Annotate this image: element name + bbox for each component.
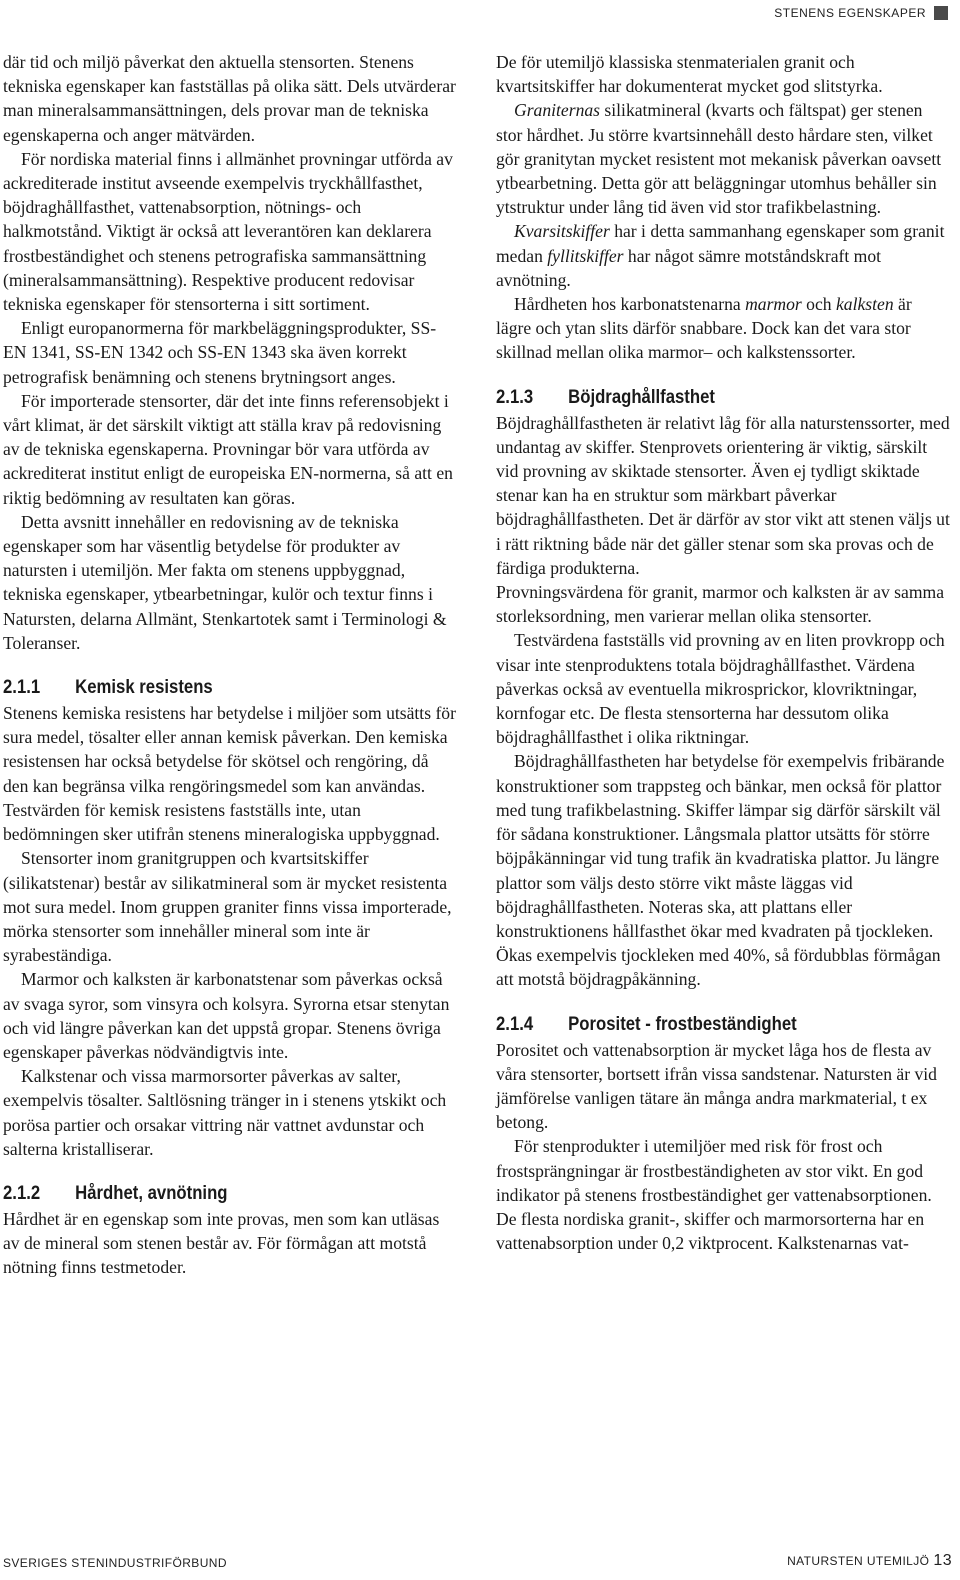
paragraph: [496, 98, 951, 219]
running-header: [774, 6, 948, 20]
paragraph: Böjdraghållfastheten är relativt låg för alla naturstenssorter, med undantag av skiffer. Stenprovets orientering är viktig, särskilt vid provning av skiktade stensorter. Även ej tydligt skiktade stenar kan ha en struktur som märkbart påverkar böjdraghållfastheten. Det är därför av stor vikt att stenen väljs ut i rätt riktning både när det gäller stenar som ska provas och de färdiga produkterna.: [496, 412, 950, 578]
right-column: [496, 50, 951, 1255]
paragraph: Detta avsnitt innehåller en redovisning av de tekniska egenskaper som har väsentlig betydelse för produkter av natursten i utemiljön. Mer fakta om stenens uppbyggnad, tekniska egenskaper, ytbearbetningar, kulör och textur finns i Natursten, delarna Allmänt, Stenkartotek samt i Terminologi & Toleranser.: [3, 511, 447, 653]
paragraph: Stensorter inom granitgruppen och kvartsitskiffer (silikatstenar) består av silikatmineral som är mycket resistenta mot sura medel. Inom gruppen graniter finns vissa importerade, mörka stensorter som innehåller mineral som inte är syrabeständiga.: [3, 848, 452, 966]
paragraph: Marmor och kalksten är karbonatstenar som påverkas också av svaga syror, som vinsyra och kolsyra. Syrorna etsar stenytan och vid längre påverkan kan det uppstå gropar. Stenens övriga egenskaper påverkas nödvändigtvis inte.: [3, 969, 450, 1062]
paragraph: Böjdraghållfastheten har betydelse för exempelvis fribärande konstruktioner som trappsteg och bänkar, men också för plattor med tung trafikbelastning. Skiffer lämpar sig därför särskilt väl för sådana konstruktioner. Långsmala plattor utsätts för större böjpåkänningar vid tung trafik än kvadratiska plattor. Ju längre plattor som väljs desto större vikt måste läggas vid böjdraghållfastheten. Noteras ska, att plattans eller konstruktionens hållfasthet ökar med kvadraten på tjockleken. Ökas exempelvis tjockleken med 40%, så fördubblas förmågan att motstå böjdragpåkänning.: [496, 751, 945, 990]
section-number: 2.1.3: [496, 386, 534, 408]
footer-publisher: SVERIGES STENINDUSTRIFÖRBUND: [3, 1556, 227, 1570]
paragraph: För importerade stensorter, där det inte finns referensobjekt i vårt klimat, är det särskilt viktigt att ställa krav på redovisning av de tekniska egenskaperna. Provningar bör vara utförda av ackrediterat institut enligt de europeiska EN-normerna, så att en riktig bedömning av resultaten kan göras.: [3, 390, 453, 508]
paragraph: Provningsvärdena för granit, marmor och kalksten är av samma storleksordning, men varierar mellan olika stensorter.: [496, 582, 945, 627]
section-heading-2-1-2: [3, 1181, 403, 1207]
paragraph: Porositet och vattenabsorption är mycket låga hos de flesta av våra stensorter, bortsett ifrån vissa sandstenar. Natursten är vid jämförelse vanligen tätare än många andra markmaterial, t ex betong.: [496, 1039, 937, 1133]
paragraph: där tid och miljö påverkat den aktuella stensorten. Stenens tekniska egenskaper kan fastställas på olika sätt. Dels utvärderar man mineralsammansättningen, dels provar man de tekniska egenskaperna och anger mätvärden.: [3, 52, 456, 145]
emphasis: kalksten: [835, 294, 894, 315]
emphasis: marmor: [745, 294, 802, 315]
emphasis: Kvarsitskiffer: [514, 221, 610, 242]
section-number: 2.1.4: [496, 1013, 534, 1035]
emphasis: fyllitskiffer: [547, 245, 624, 266]
paragraph: Testvärdena fastställs vid provning av en liten provkropp och visar inte stenproduktens totala böjdraghållfasthet. Värdena påverkas också av eventuella mikrosprickor, klovriktningar, kornfogar etc. De flesta stensorterna har dessutom olika böjdraghållfasthet i olika riktningar.: [496, 630, 945, 748]
paragraph: [496, 292, 951, 365]
section-title: Böjdraghållfasthet: [568, 386, 715, 408]
section-number: 2.1.1: [3, 677, 41, 699]
left-column: [3, 50, 458, 1280]
text-run: Hårdheten hos karbonatstenarna: [514, 294, 746, 315]
section-number: 2.1.2: [3, 1182, 41, 1204]
running-title: STENENS EGENSKAPER: [774, 6, 926, 20]
paragraph: För nordiska material finns i allmänhet provningar utförda av ackrediterade institut avseende exempelvis tryckhållfasthet, böjdraghållfasthet, vattenabsorption, nötnings- och halkmotstånd. Viktigt är också att leverantören kan deklarera frostbeständighet och stenens petrografiska sammansättning (mineralsammansättning). Respektive producent redovisar tekniska egenskaper för stensorterna i sitt sortiment.: [3, 148, 453, 315]
section-heading-2-1-4: [496, 1012, 896, 1038]
publication-title: NATURSTEN UTEMILJÖ: [787, 1554, 930, 1568]
paragraph: De för utemiljö klassiska stenmaterialen granit och kvartsitskiffer har dokumenterat mycket god slitstyrka.: [496, 52, 883, 97]
section-title: Porositet - frostbeständighet: [568, 1013, 797, 1035]
paragraph: Kalkstenar och vissa marmorsorter påverkas av salter, exempelvis tösalter. Saltlösning tränger in i stenens ytskikt och porösa partier och orsakar vittring när vattnet avdunstar och salterna kristalliserar.: [3, 1066, 447, 1159]
paragraph: Stenens kemiska resistens har betydelse i miljöer som utsätts för sura medel, tösalter eller annan kemisk påverkan. Den kemiska resistensen har också betydelse för skötsel och rengöring, då den kan begränsa vilka rengöringsmedel som kan användas. Testvärden för kemisk resistens fastställs inte, utan bedömningen sker utifrån stenens mineralogiska uppbyggnad.: [3, 703, 456, 845]
section-title: Kemisk resistens: [75, 677, 213, 699]
text-run: har något sämre motståndskraft mot avnötning.: [496, 245, 882, 290]
paragraph: För stenprodukter i utemiljöer med risk för frost och frostsprängningar är frostbeständigheten av stor vikt. En god indikator på stenens frostbeständighet ger vattenabsorptionen. De flesta nordiska granit-, skiffer och marmorsorterna har en vattenabsorption under 0,2 viktprocent. Kalkstenarnas vat-: [496, 1136, 932, 1254]
section-heading-2-1-3: [496, 385, 896, 411]
text-run: är lägre och ytan slits därför snabbare. Dock kan det vara stor skillnad mellan olika marmor– och kalkstenssorter.: [496, 294, 912, 363]
emphasis: Graniternas: [514, 100, 601, 121]
footer-publication: [787, 1552, 952, 1570]
section-title: Hårdhet, avnötning: [75, 1182, 228, 1204]
text-run: silikatmineral (kvarts och fältspat) ger stenen stor hårdhet. Ju större kvartsinnehåll desto hårdare sten, vilket gör granitytan mycket resistent mot mekanisk påverkan oavsett ytbearbetning. Detta gör att beläggningar utomhus behåller sin ytstruktur under lång tid även vid stor trafikbelastning.: [496, 100, 942, 218]
text-run: har i detta sammanhang egenskaper som granit medan: [496, 221, 945, 266]
page-number: 13: [933, 1552, 952, 1569]
text-run: och: [801, 294, 836, 315]
paragraph: Hårdhet är en egenskap som inte provas, men som kan utläsas av de mineral som stenen består av. För förmågan att motstå nötning finns testmetoder.: [3, 1208, 440, 1278]
section-heading-2-1-1: [3, 675, 403, 701]
header-square-marker: [934, 6, 948, 20]
paragraph: [496, 219, 951, 292]
paragraph: Enligt europanormerna för markbeläggningsprodukter, SS-EN 1341, SS-EN 1342 och SS-EN 1343 ska även korrekt petrografisk benämning och stenens brytningsort anges.: [3, 318, 437, 387]
